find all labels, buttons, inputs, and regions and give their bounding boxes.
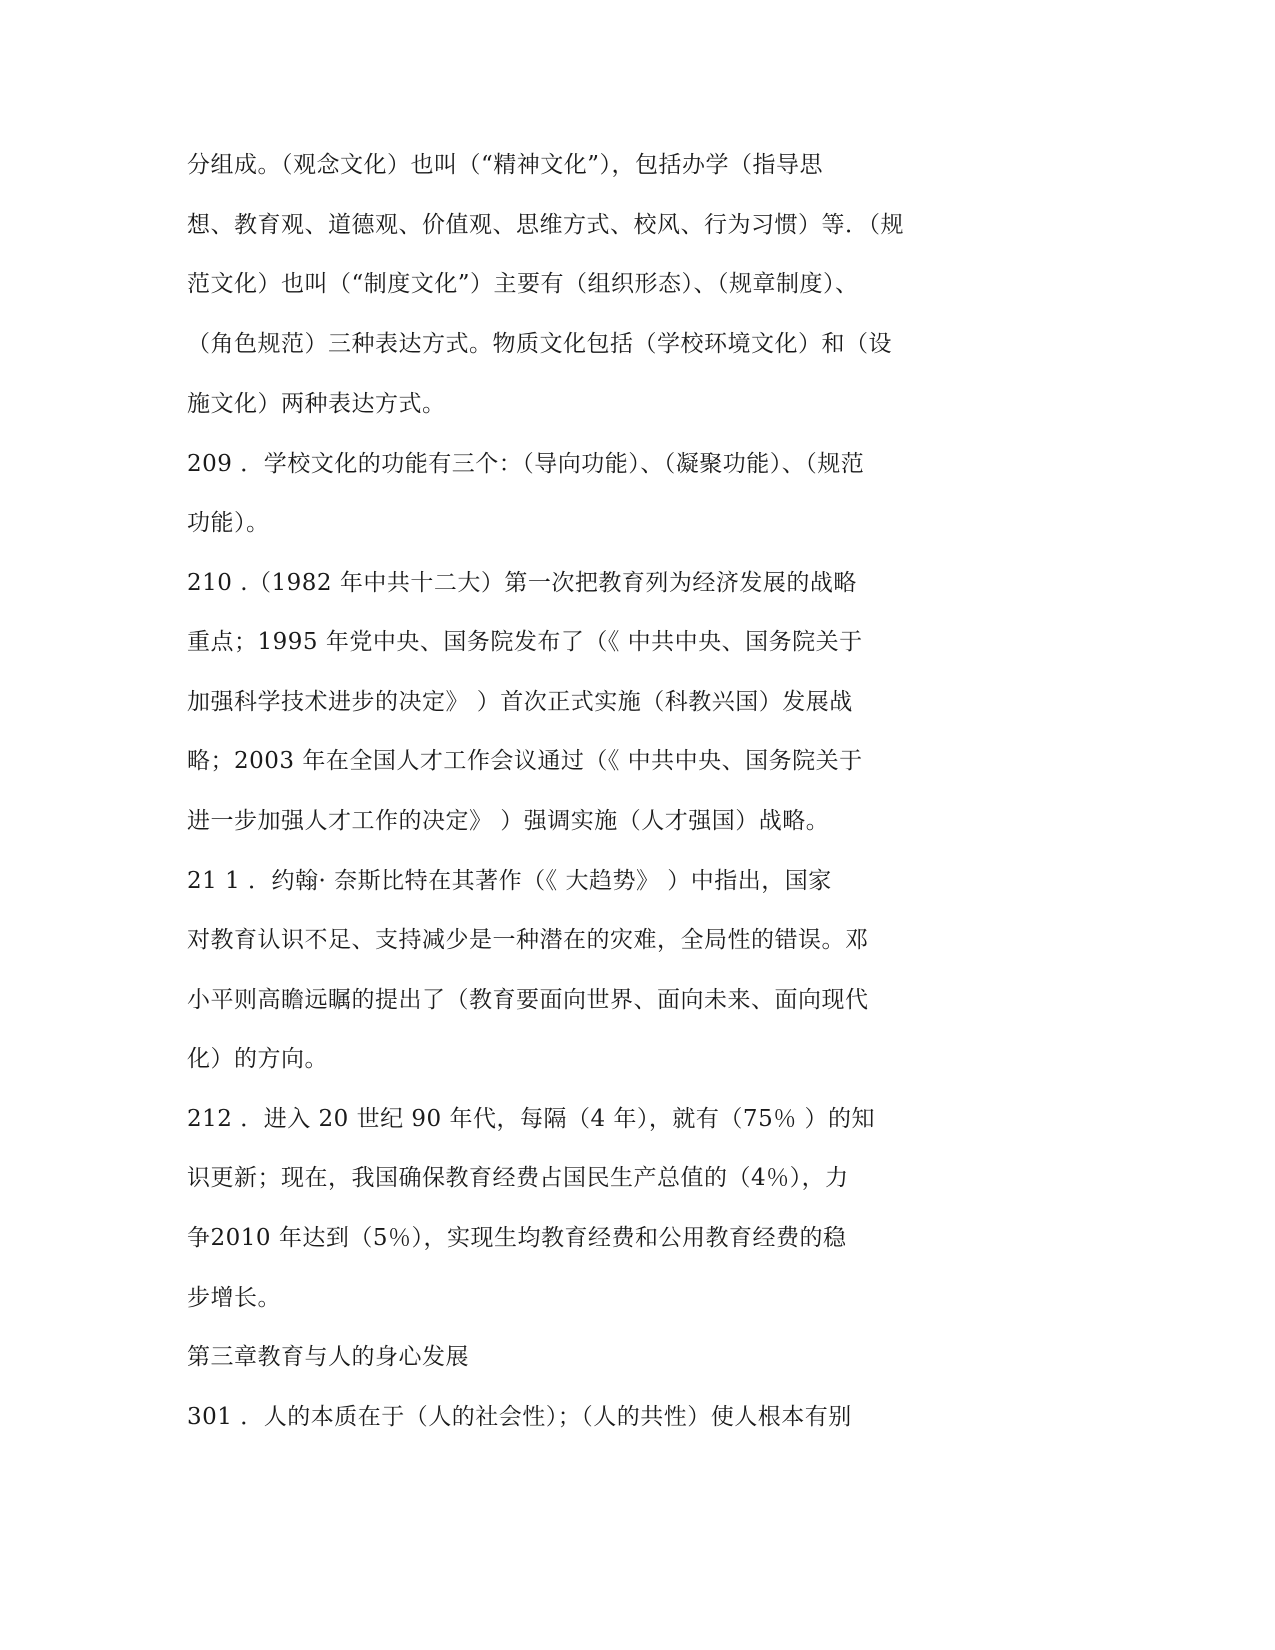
text-line: 21 1 ．约翰· 奈斯比特在其著作（《 大趋势》 ）中指出，国家 [187, 868, 832, 894]
text-line: 识更新；现在，我国确保教育经费占国民生产总值的（4％），力 [187, 1165, 849, 1191]
text-line: 重点；1995 年党中央、国务院发布了（《 中共中央、国务院关于 [187, 629, 863, 655]
text-line: 略；2003 年在全国人才工作会议通过（《 中共中央、国务院关于 [187, 748, 863, 774]
text-line: 化）的方向。 [187, 1046, 328, 1072]
text-line: 209 ．学校文化的功能有三个：（导向功能）、（凝聚功能）、（规范 [187, 451, 865, 477]
text-line: 212 ．进入 20 世纪 90 年代，每隔（4 年），就有（75％ ）的知 [187, 1106, 876, 1132]
text-line: 进一步加强人才工作的决定》 ）强调实施（人才强国）战略。 [187, 808, 830, 834]
text-line: 功能）。 [187, 510, 270, 536]
text-line: 范文化）也叫（“制度文化”）主要有（组织形态）、（规章制度）、 [187, 271, 859, 297]
text-line: 加强科学技术进步的决定》 ）首次正式实施（科教兴国）发展战 [187, 689, 853, 715]
text-line: 步增长。 [187, 1285, 281, 1311]
text-line: 施文化）两种表达方式。 [187, 391, 446, 417]
chapter-heading: 第三章教育与人的身心发展 [187, 1344, 469, 1370]
text-line: 分组成。（观念文化）也叫（“精神文化”），包括办学（指导思 [187, 152, 824, 178]
text-line: 对教育认识不足、支持减少是一种潜在的灾难，全局性的错误。邓 [187, 927, 869, 953]
text-line: 301 ．人的本质在于（人的社会性）；（人的共性）使人根本有别 [187, 1404, 852, 1430]
text-line: 争2010 年达到（5％），实现生均教育经费和公用教育经费的稳 [187, 1225, 847, 1251]
text-line: 210 .（1982 年中共十二大）第一次把教育列为经济发展的战略 [187, 570, 857, 596]
text-line: 小平则高瞻远瞩的提出了（教育要面向世界、面向未来、面向现代 [187, 987, 869, 1013]
text-line: 想、教育观、道德观、价值观、思维方式、校风、行为习惯）等．（规 [187, 212, 904, 238]
text-line: （角色规范）三种表达方式。物质文化包括（学校环境文化）和（设 [187, 331, 892, 357]
